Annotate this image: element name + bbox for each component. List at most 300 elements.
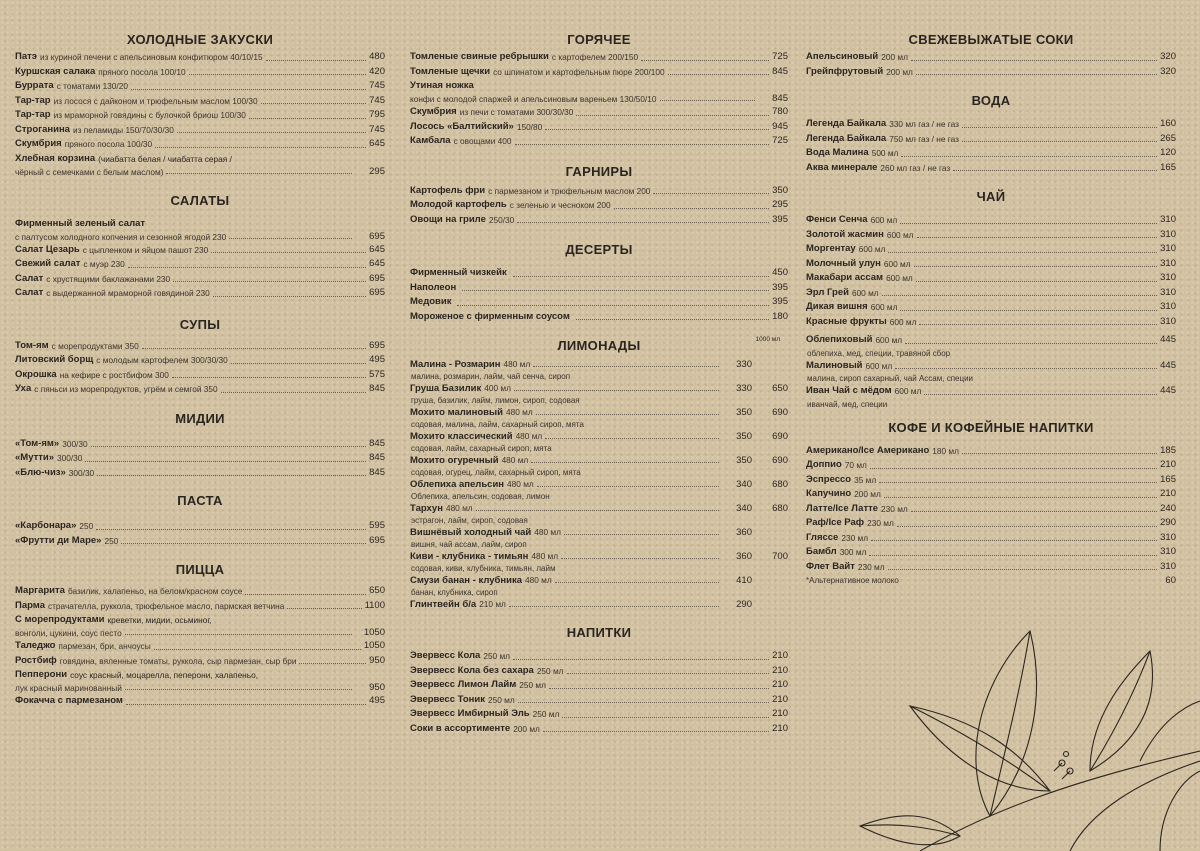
menu-item	[410, 213, 788, 228]
item-name: Американо/Ice Американо	[806, 444, 930, 456]
item-desc: 250 мл	[487, 694, 515, 705]
item-name: Эрл Грей	[806, 286, 849, 298]
item-desc: 250 мл	[519, 680, 546, 690]
item-price: 350	[772, 184, 788, 196]
item-name: Грейпфрутовый	[806, 65, 884, 77]
item-desc: 330 мл газ / не газ	[889, 119, 959, 129]
item-name: Груша Базилик	[410, 383, 482, 394]
menu-item	[15, 353, 385, 368]
item-price: 240	[1160, 502, 1176, 514]
item-name: Латте/Ice Латте	[806, 502, 879, 514]
item-desc: 230 мл	[841, 532, 869, 543]
item-ingredients: содовая, киви, клубника, тимьян, лайм	[411, 564, 556, 573]
item-name: Облепиховый	[806, 334, 873, 345]
item-desc: 200 мл	[886, 66, 913, 77]
salads-list	[15, 243, 385, 301]
item-desc: с пармезаном и трюфельным маслом 200	[488, 185, 651, 196]
menu-item	[806, 560, 1176, 575]
pasta-list	[15, 519, 385, 548]
menu-item	[806, 531, 1176, 546]
item-price: 210	[772, 693, 788, 705]
item-name: Вода Малина	[806, 147, 869, 158]
menu-item	[15, 286, 385, 301]
item-name: *Альтернативное молоко	[806, 576, 899, 585]
item-price: 845	[772, 93, 788, 104]
item-name: Флет Вайт	[806, 560, 855, 572]
section-pasta	[15, 491, 385, 548]
item-volume: 400 мл	[484, 383, 511, 393]
item-desc: 230 мл	[867, 518, 894, 528]
menu-item	[15, 339, 385, 354]
item-ingredients: содовая, огурец, лайм, сахарный сироп, мята	[411, 468, 581, 477]
item-name: Малина - Розмарин	[410, 359, 501, 370]
section-title: СВЕЖЕВЫЖАТЫЕ СОКИ	[908, 32, 1074, 47]
item-name: Киви - клубника - тимьян	[410, 551, 529, 562]
section-title: ПИЦЦА	[175, 562, 225, 577]
item-price-small: 290	[736, 599, 752, 610]
item-price: 165	[1160, 473, 1176, 485]
coffee-list	[806, 444, 1176, 575]
menu-item	[15, 534, 385, 549]
item-price: 395	[772, 296, 788, 307]
item-desc: страчателла, руккола, трюфельное масло, пармская ветчина	[47, 600, 285, 611]
item-desc: с морепродуктами 350	[51, 340, 139, 351]
item-price-large: 690	[772, 455, 788, 466]
section-title: ГОРЯЧЕЕ	[567, 32, 631, 47]
item-name: Парма	[15, 599, 45, 611]
item-name: Томленые свиные ребрышки	[410, 51, 549, 62]
item-name: Апельсиновый	[806, 51, 879, 62]
item-price: 845	[369, 383, 385, 394]
section-hot	[410, 30, 788, 149]
item-volume: 210 мл	[479, 599, 506, 609]
item-name: Салат	[15, 272, 44, 284]
item-price-large: 690	[772, 407, 788, 418]
item-name: Хлебная корзина	[15, 152, 96, 164]
item-name: Салат Цезарь	[15, 243, 80, 255]
item-name: Легенда Байкала	[806, 118, 887, 129]
item-price: 845	[772, 65, 788, 77]
section-title: ЧАЙ	[976, 189, 1006, 204]
item-price: 495	[369, 354, 385, 365]
item-name: Мохито огуречный	[410, 455, 499, 466]
menu-item	[410, 134, 788, 149]
menu-item	[410, 295, 788, 310]
menu-item	[806, 228, 1176, 243]
lemonades-list	[410, 358, 788, 611]
item-name: Фенси Сенча	[806, 214, 868, 225]
item-name: Эвервесс Тоник	[410, 693, 485, 705]
menu-item	[15, 94, 385, 109]
item-name: Бамбл	[806, 546, 837, 557]
item-price: 210	[772, 722, 788, 734]
item-price: 695	[369, 230, 385, 242]
item-name: Легенда Байкала	[806, 132, 887, 144]
menu-item	[410, 50, 788, 65]
menu-item	[410, 266, 788, 281]
item-price: 60	[1165, 575, 1176, 586]
item-name: Овощи на гриле	[410, 213, 486, 225]
item-price-small: 360	[736, 527, 752, 538]
menu-item	[15, 50, 385, 65]
item-volume: 480 мл	[525, 575, 552, 585]
menu-item	[806, 242, 1176, 257]
item-name: «Карбонара»	[15, 520, 77, 531]
item-ingredients: облепиха, мед, специи, травяной сбор	[807, 348, 951, 358]
item-desc: с пяньси из морепродуктов, угрём и семгой 350	[34, 384, 218, 394]
item-price: 160	[1160, 118, 1176, 129]
item-price: 845	[369, 437, 385, 449]
item-price-large: 680	[772, 503, 788, 514]
item-desc: из мраморной говядины с булочкой бриош 100/30	[53, 110, 246, 120]
item-desc: чёрный с семечками с белым маслом)	[15, 166, 164, 177]
item-name: Патэ	[15, 51, 38, 62]
hot-list	[410, 50, 788, 79]
menu-item	[15, 654, 385, 669]
item-name: Пепперони	[15, 669, 68, 680]
menu-item	[15, 584, 385, 599]
item-price: 445	[1160, 334, 1176, 345]
item-price: 310	[1160, 301, 1176, 312]
menu-item	[806, 117, 1176, 132]
item-price-large: 680	[772, 479, 788, 490]
item-desc: с овощами 400	[453, 136, 512, 146]
item-desc: 250 мл	[483, 651, 511, 661]
item-name: Буррата	[15, 80, 54, 91]
item-price-small: 330	[736, 383, 752, 394]
section-tea	[806, 187, 1176, 410]
tea-list	[806, 213, 1176, 329]
item-price: 780	[772, 106, 788, 117]
menu-item	[806, 458, 1176, 473]
item-desc: лук красный маринованный	[15, 683, 122, 693]
item-price: 480	[369, 51, 385, 62]
item-price: 320	[1160, 65, 1176, 77]
item-price-small: 350	[736, 455, 752, 466]
section-desserts	[410, 240, 788, 324]
menu-item	[806, 487, 1176, 502]
menu-item	[15, 466, 385, 481]
item-price: 795	[369, 109, 385, 120]
item-desc: говядина, вяленные томаты, руккола, сыр пармезан, сыр бри	[59, 655, 297, 666]
item-name: Утиная ножка	[410, 80, 474, 91]
item-name: Томленые щечки	[410, 65, 491, 77]
item-name: Дикая вишня	[806, 301, 868, 312]
item-volume: 480 мл	[445, 503, 473, 513]
item-price-small: 330	[736, 359, 752, 370]
item-name: Тархун	[410, 503, 443, 514]
item-desc: со шпинатом и картофельным пюре 200/100	[493, 66, 665, 77]
mussels-list	[15, 437, 385, 481]
item-price: 210	[772, 664, 788, 676]
item-desc: с муэр 230	[83, 259, 125, 269]
item-name: Молодой картофель	[410, 199, 507, 210]
item-price: 1050	[363, 640, 385, 651]
item-name: «Мутти»	[15, 452, 55, 463]
item-name: Ростбиф	[15, 654, 57, 666]
item-desc: 200 мл	[513, 723, 540, 734]
item-price: 210	[772, 650, 788, 661]
item-price: 950	[369, 654, 385, 666]
item-price: 1100	[364, 599, 385, 611]
item-desc: 300/30	[57, 453, 83, 463]
menu-item	[806, 271, 1176, 286]
menu-item	[806, 65, 1176, 80]
section-title: НАПИТКИ	[566, 625, 632, 640]
item-price: 450	[772, 267, 788, 278]
menu-item	[806, 213, 1176, 228]
item-ingredients: банан, клубника, сироп	[411, 588, 498, 597]
section-title: КОФЕ И КОФЕЙНЫЕ НАПИТКИ	[888, 419, 1094, 435]
item-desc: 300 мл	[839, 547, 867, 557]
item-name: Молочный улун	[806, 257, 881, 269]
item-price: 310	[1160, 272, 1176, 283]
item-desc: 250 мл	[536, 665, 564, 676]
item-price: 180	[772, 310, 788, 322]
item-name: Картофель фри	[410, 184, 486, 196]
item-desc: 260 мл газ / не газ	[880, 162, 951, 173]
tea-special-item	[806, 384, 1176, 399]
menu-item	[410, 707, 788, 722]
item-name: Строганина	[15, 123, 70, 135]
item-desc: с зеленью и чесноком 200	[509, 200, 611, 210]
item-price: 575	[369, 368, 385, 380]
sides-list	[410, 184, 788, 228]
section-soups	[15, 315, 385, 397]
item-desc: 230 мл	[857, 561, 885, 572]
item-name: Аква минерале	[806, 161, 878, 173]
item-name: Эвервесс Кола без сахара	[410, 664, 534, 676]
item-price: 310	[1160, 315, 1176, 327]
item-desc: 500 мл	[871, 148, 899, 158]
item-name: Медовик	[410, 296, 452, 307]
item-desc: 600 мл	[870, 215, 898, 225]
section-title: САЛАТЫ	[170, 192, 230, 208]
item-desc: 180 мл	[932, 445, 959, 456]
item-name: Фирменный зеленый салат	[15, 217, 146, 229]
item-desc: 600 мл	[883, 258, 911, 269]
item-price: 210	[772, 679, 788, 690]
item-price-small: 350	[736, 407, 752, 418]
desserts-list	[410, 266, 788, 324]
item-price: 165	[1160, 161, 1176, 173]
item-desc: пряного посола 100/10	[98, 66, 186, 77]
item-price: 695	[369, 272, 385, 284]
item-desc: креветки, мидии, осьминог,	[107, 615, 212, 625]
item-ingredients: груша, базилик, лайм, лимон, сироп, содовая	[411, 396, 580, 405]
section-mussels	[15, 409, 385, 481]
item-volume: 480 мл	[534, 527, 561, 537]
pizza-list	[15, 584, 385, 613]
alt-milk-note	[806, 574, 1176, 589]
menu-item	[806, 257, 1176, 272]
item-price-small: 410	[736, 575, 752, 586]
item-price: 395	[772, 213, 788, 225]
item-price-large: 650	[772, 383, 788, 394]
item-price: 495	[369, 695, 385, 706]
item-desc: пряного посола 100/30	[64, 139, 153, 149]
item-name: Глинтвейн б/а	[410, 599, 477, 610]
right-column	[806, 0, 1176, 589]
item-desc: с палтусом холодного копчения и сезонной ягодой 230	[15, 231, 227, 242]
item-price: 295	[369, 165, 385, 177]
pizza-list-2	[15, 639, 385, 668]
item-price: 120	[1160, 147, 1176, 158]
menu-item	[410, 678, 788, 693]
lemonade-volume-header: 1000 мл	[755, 336, 780, 343]
item-name: Раф/Ice Раф	[806, 517, 865, 528]
item-price-small: 340	[736, 479, 752, 490]
item-desc: с молодым картофелем 300/30/30	[96, 355, 228, 365]
menu-item	[806, 286, 1176, 301]
item-name: Эвервесс Имбирный Эль	[410, 708, 530, 719]
item-name: Мороженое с фирменным соусом	[410, 310, 570, 322]
item-desc: 600 мл	[875, 335, 903, 345]
item-price: 310	[1160, 243, 1176, 254]
item-name: Салат	[15, 287, 44, 298]
item-name: Макабари ассам	[806, 272, 884, 283]
item-price: 645	[369, 138, 385, 149]
item-desc: 300/30	[62, 438, 88, 449]
item-desc: 250	[104, 535, 119, 546]
item-desc: соус красный, моцарелла, пеперони, халапеньо,	[70, 670, 259, 680]
item-name: Куршская салака	[15, 65, 96, 77]
menu-item	[410, 693, 788, 708]
item-desc: из пеламиды 150/70/30/30	[72, 124, 174, 135]
item-price: 595	[369, 520, 385, 531]
item-name: Облепиха апельсин	[410, 479, 505, 490]
section-pizza	[15, 560, 385, 709]
item-desc: 250	[79, 521, 94, 531]
menu-item	[806, 146, 1176, 161]
leaf-branch-illustration	[840, 611, 1200, 851]
item-price: 645	[369, 243, 385, 255]
menu-item	[806, 161, 1176, 176]
section-title: ПАСТА	[177, 493, 223, 508]
item-price: 745	[369, 94, 385, 106]
item-price: 650	[369, 585, 385, 596]
item-desc: из куриной печени с апельсиновым конфитюром 40/10/15	[40, 52, 263, 62]
item-name: Маргарита	[15, 585, 65, 596]
item-name: Капучино	[806, 488, 852, 499]
item-name: Эспрессо	[806, 473, 852, 485]
item-desc: 600 мл	[870, 302, 898, 312]
section-salads	[15, 191, 385, 301]
tea-special-list	[806, 333, 1176, 410]
menu-item	[806, 473, 1176, 488]
item-price: 950	[369, 682, 385, 693]
item-desc: 600 мл	[894, 386, 922, 396]
item-volume: 480 мл	[507, 479, 534, 489]
item-ingredients: вишня, чай ассам, лайм, сироп	[411, 540, 527, 549]
item-name: Камбала	[410, 135, 451, 146]
item-desc: 230 мл	[881, 503, 908, 514]
item-name: «Блю-чиз»	[15, 466, 66, 478]
menu-item	[806, 50, 1176, 65]
section-water	[806, 91, 1176, 175]
menu-item	[806, 315, 1176, 330]
item-desc: с картофелем 200/150	[551, 52, 639, 62]
item-name: Тар-тар	[15, 109, 51, 120]
item-price: 445	[1160, 359, 1176, 371]
menu-item	[15, 65, 385, 80]
item-price-small: 340	[736, 503, 752, 514]
item-desc: 200 мл	[854, 489, 881, 499]
menu-item	[410, 105, 788, 120]
item-price: 745	[369, 80, 385, 91]
lemonade-item	[410, 358, 788, 371]
item-price: 695	[369, 339, 385, 351]
section-title: МИДИИ	[175, 410, 225, 426]
item-desc: 750 мл газ / не газ	[889, 133, 959, 144]
menu-item	[15, 257, 385, 272]
item-price: 310	[1160, 560, 1176, 572]
section-juices	[806, 30, 1176, 79]
menu-item-bread	[15, 152, 385, 178]
menu-item	[15, 451, 385, 466]
menu-item-seafood-pizza	[15, 613, 385, 639]
item-price-small: 350	[736, 431, 752, 442]
juices-list	[806, 50, 1176, 79]
menu-item	[806, 516, 1176, 531]
item-price: 725	[772, 135, 788, 146]
item-price: 310	[1160, 286, 1176, 298]
menu-item	[410, 120, 788, 135]
menu-item	[806, 132, 1176, 147]
item-price: 290	[1160, 517, 1176, 528]
item-desc: (чиабатта белая / чиабатта серая /	[98, 153, 232, 164]
menu-item	[410, 722, 788, 737]
item-price-small: 360	[736, 551, 752, 562]
item-volume: 480 мл	[505, 407, 533, 417]
section-title: ХОЛОДНЫЕ ЗАКУСКИ	[126, 32, 274, 47]
item-name: Скумбрия	[410, 106, 457, 117]
item-name: Фирменный чизкейк	[410, 267, 507, 278]
menu-item	[806, 444, 1176, 459]
tea-special-item	[806, 359, 1176, 374]
item-name: «Том-ям»	[15, 437, 60, 449]
item-price: 845	[369, 452, 385, 463]
item-desc: из лосося с дайконом и трюфельным маслом 100/30	[53, 95, 258, 106]
item-desc: 250 мл	[532, 709, 560, 719]
item-volume: 480 мл	[501, 455, 529, 465]
item-desc: с цыпленком и яйцом пашот 230	[82, 244, 209, 255]
section-lemonades	[410, 336, 788, 611]
menu-item	[15, 123, 385, 138]
section-sides	[410, 162, 788, 228]
item-desc: 300/30	[68, 467, 95, 478]
section-cold	[15, 30, 385, 178]
lemonade-item	[410, 502, 788, 515]
item-volume: 480 мл	[531, 551, 559, 561]
item-name: Смузи банан - клубника	[410, 575, 523, 586]
item-price-large: 690	[772, 431, 788, 442]
item-desc: с хрустящими баклажанами 230	[46, 273, 171, 284]
item-name: Фокачча с пармезаном	[15, 695, 123, 706]
menu-item	[15, 137, 385, 152]
item-desc: 600 мл	[858, 244, 886, 254]
menu-item	[806, 545, 1176, 560]
menu-item	[15, 368, 385, 383]
item-desc: 600 мл	[886, 273, 913, 283]
section-title: ВОДА	[971, 93, 1011, 108]
item-price: 310	[1160, 214, 1176, 225]
item-desc: 600 мл	[865, 360, 893, 371]
item-price: 725	[772, 51, 788, 62]
item-desc: 250/30	[488, 214, 515, 225]
item-desc: пармезан, бри, анчоусы	[58, 641, 151, 651]
item-price: 210	[1160, 488, 1176, 499]
